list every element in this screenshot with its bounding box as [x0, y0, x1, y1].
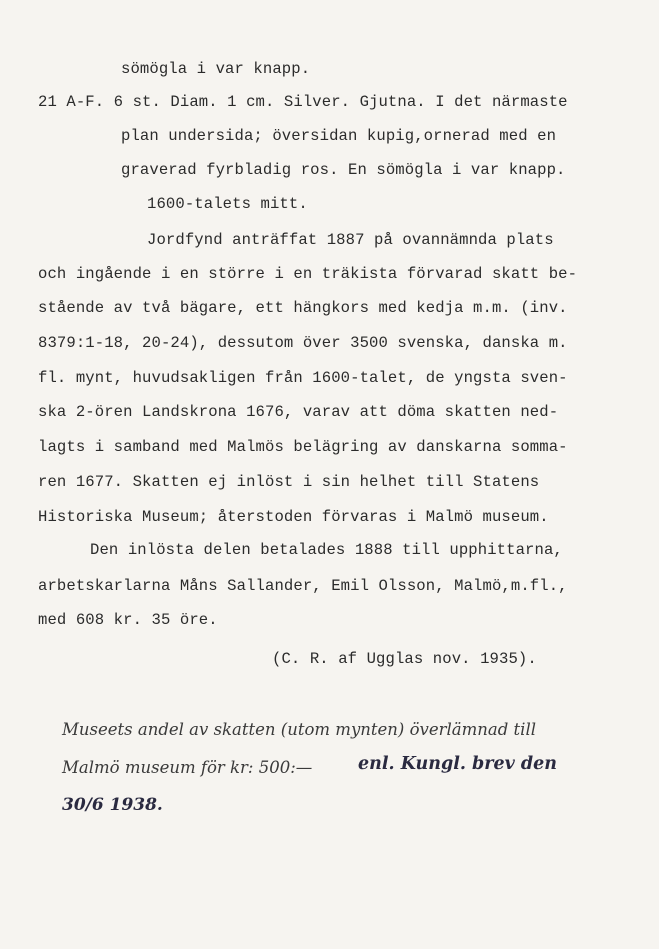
typed-line: fl. mynt, huvudsakligen från 1600-talet, de yngsta sven- — [38, 369, 568, 387]
typed-line: och ingående i en större i en träkista förvarad skatt be- — [38, 265, 578, 283]
typed-line: plan undersida; översidan kupig,ornerad med en — [121, 127, 557, 145]
typed-line: 1600-talets mitt. — [147, 195, 308, 213]
handwritten-note-line: Museets andel av skatten (utom mynten) överlämnad till — [62, 720, 536, 739]
typed-line: stående av två bägare, ett hängkors med kedja m.m. (inv. — [38, 299, 568, 317]
typed-line: Jordfynd anträffat 1887 på ovannämnda plats — [147, 231, 554, 249]
typed-line: sömögla i var knapp. — [121, 60, 311, 78]
typed-line: Historiska Museum; återstoden förvaras i Malmö museum. — [38, 508, 549, 526]
typed-line: lagts i samband med Malmös belägring av danskarna somma- — [38, 438, 568, 456]
typed-line: graverad fyrbladig ros. En sömögla i var knapp. — [121, 161, 566, 179]
typed-line: 21 A-F. 6 st. Diam. 1 cm. Silver. Gjutna. I det närmaste — [38, 93, 568, 111]
typed-line: (C. R. af Ugglas nov. 1935). — [272, 650, 537, 668]
typed-line: ska 2-ören Landskrona 1676, varav att döma skatten ned- — [38, 403, 559, 421]
typed-line: ren 1677. Skatten ej inlöst i sin helhet till Statens — [38, 473, 540, 491]
handwritten-note-line: 30/6 1938. — [62, 795, 163, 815]
handwritten-note-line: Malmö museum för kr: 500:— — [62, 758, 313, 777]
typed-line: Den inlösta delen betalades 1888 till upphittarna, — [90, 541, 563, 559]
typed-line: med 608 kr. 35 öre. — [38, 611, 218, 629]
typed-line: arbetskarlarna Måns Sallander, Emil Olsson, Malmö,m.fl., — [38, 577, 568, 595]
typed-line: 8379:1-18, 20-24), dessutom över 3500 svenska, danska m. — [38, 334, 568, 352]
handwritten-note-line: enl. Kungl. brev den — [358, 754, 557, 774]
